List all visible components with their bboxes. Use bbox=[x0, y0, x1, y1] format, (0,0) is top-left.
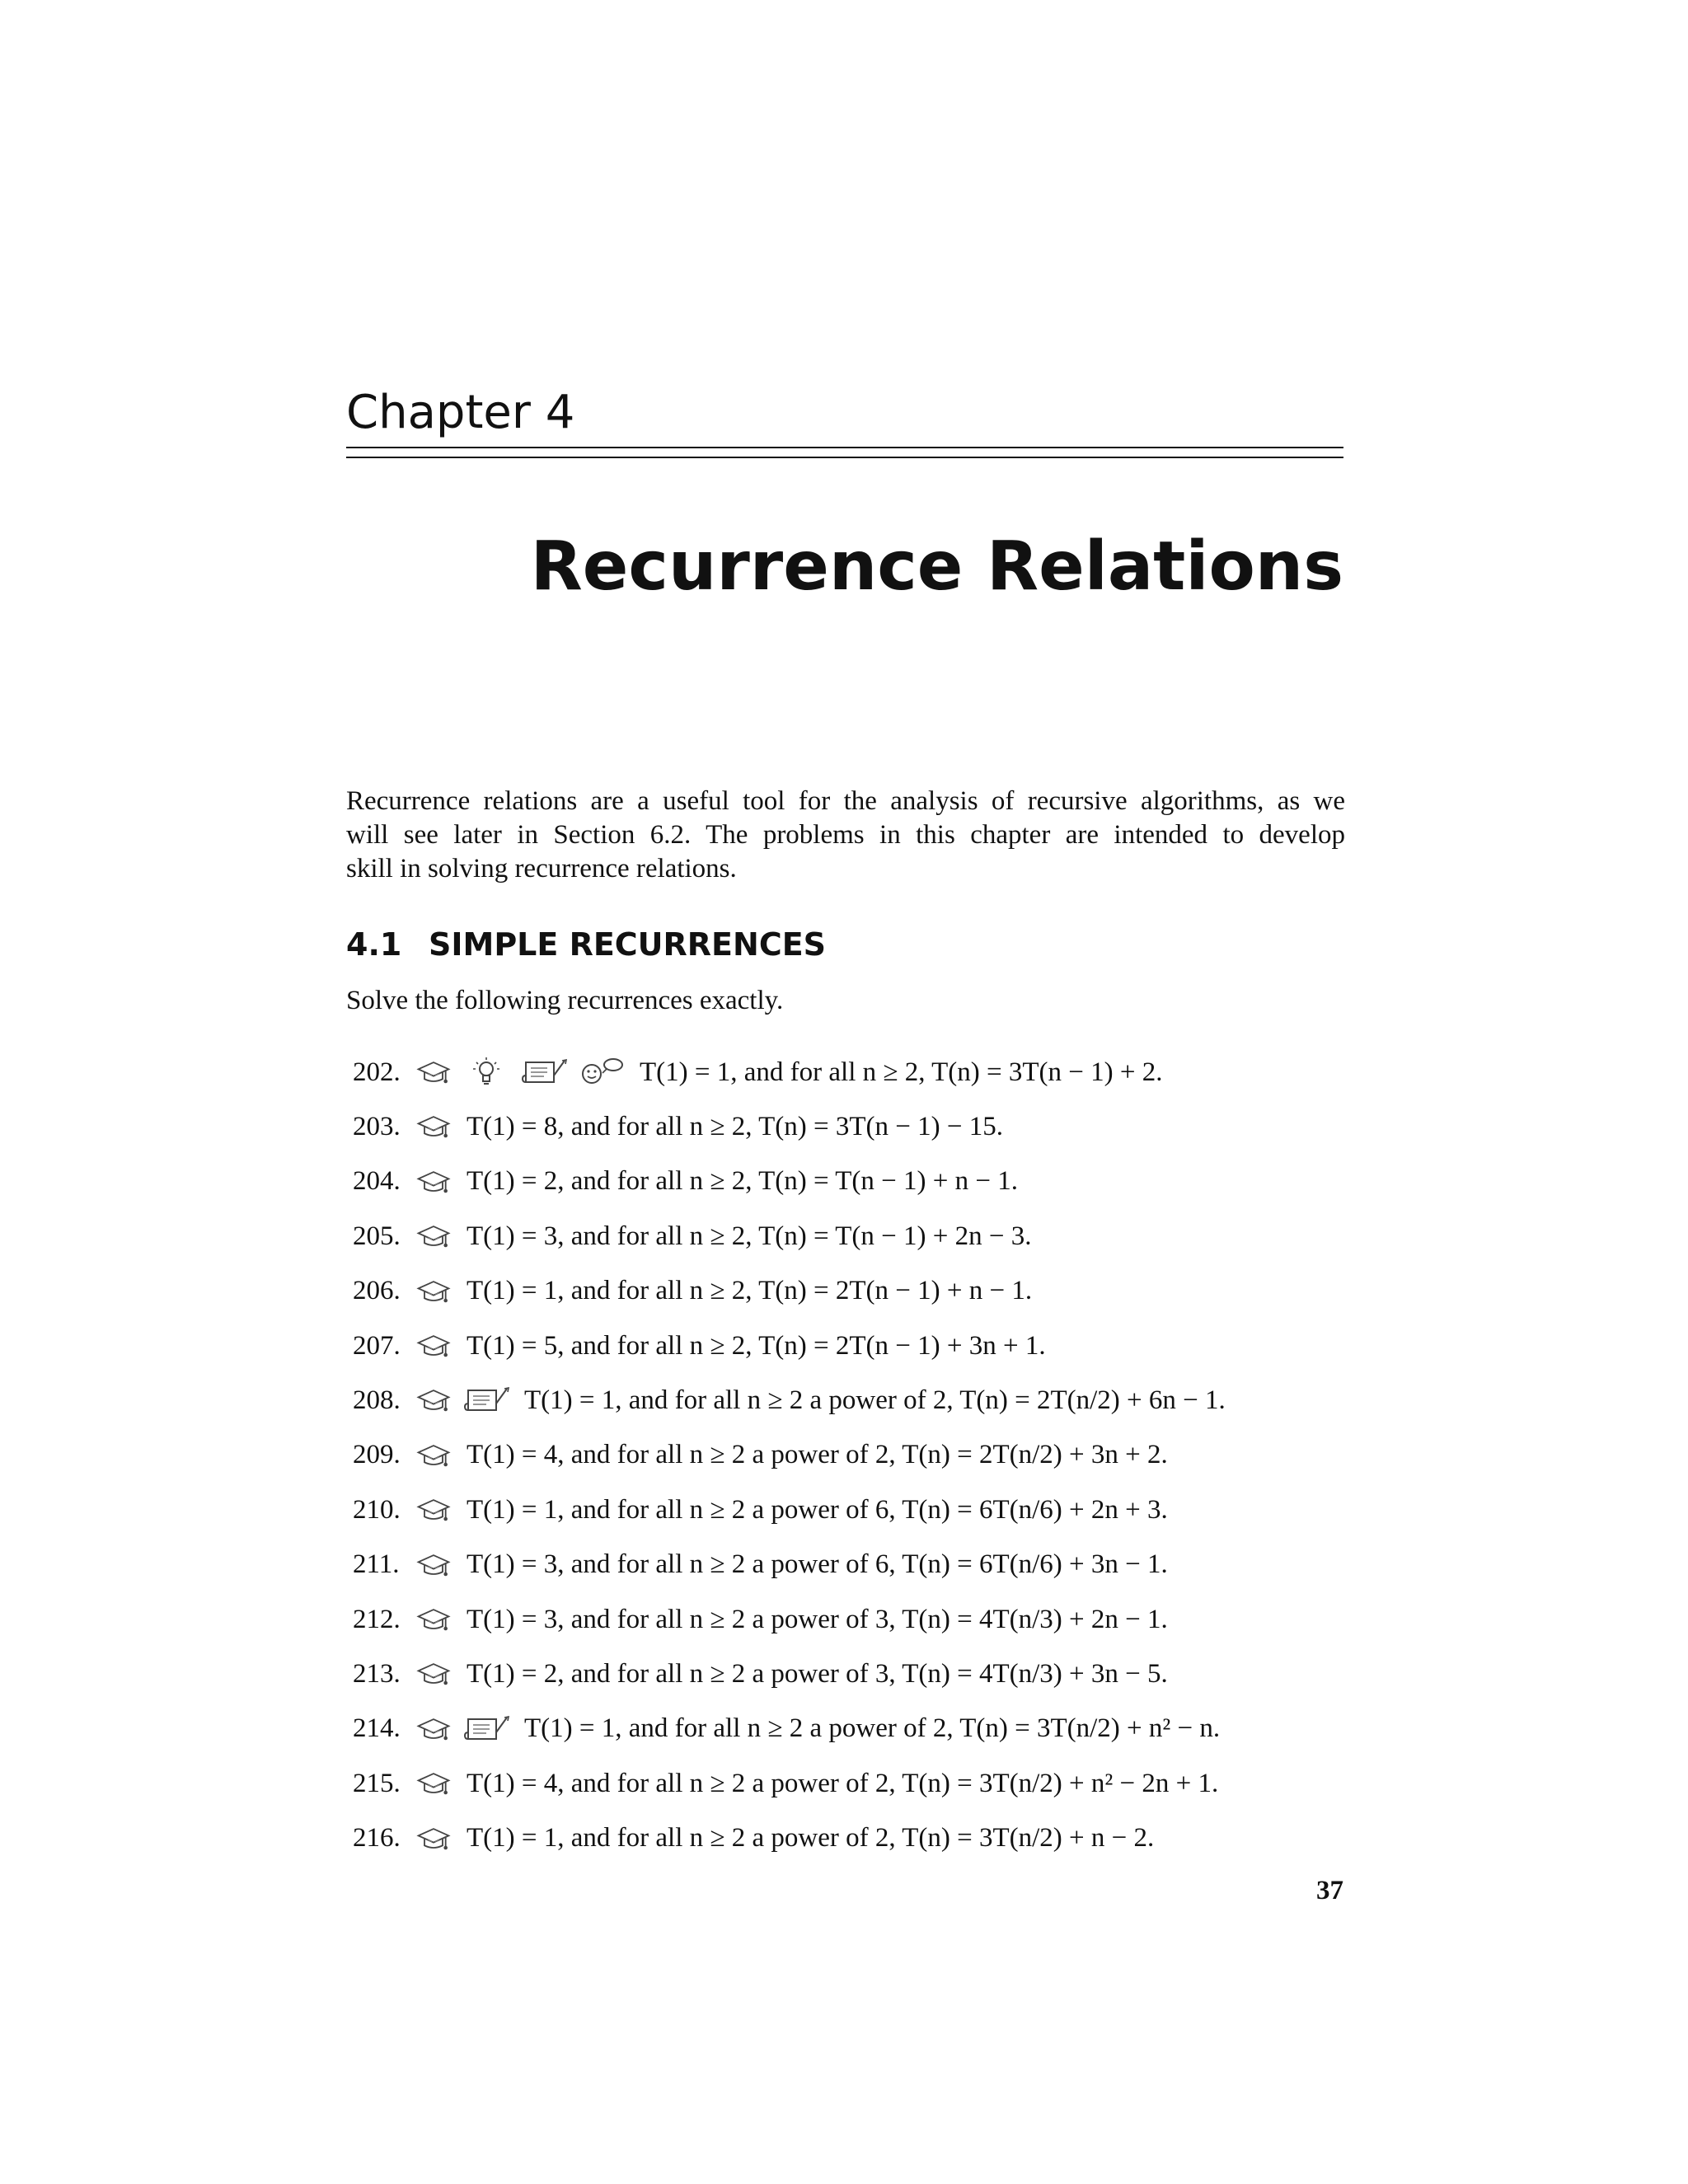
section-lead: Solve the following recurrences exactly. bbox=[346, 986, 784, 1015]
mortarboard-icon bbox=[415, 1275, 452, 1308]
problem-item bbox=[353, 1380, 1226, 1421]
problem-number: 213. bbox=[353, 1658, 401, 1689]
problem-statement: T(1) = 2, and for all n ≥ 2, T(n) = T(n − 1) + n − 1. bbox=[467, 1166, 1018, 1197]
problem-number: 202. bbox=[353, 1057, 401, 1087]
problem-statement: T(1) = 2, and for all n ≥ 2 a power of 3, T(n) = 4T(n/3) + 3n − 5. bbox=[467, 1658, 1168, 1689]
section-number: 4.1 bbox=[346, 926, 402, 963]
difficulty-icons bbox=[415, 1220, 452, 1253]
problem-item bbox=[353, 1653, 1168, 1694]
page-number: 37 bbox=[1316, 1876, 1343, 1905]
difficulty-icons bbox=[415, 1713, 509, 1746]
difficulty-icons bbox=[415, 1329, 452, 1362]
mortarboard-icon bbox=[415, 1493, 452, 1526]
scroll-icon bbox=[463, 1384, 509, 1417]
problem-statement: T(1) = 1, and for all n ≥ 2, T(n) = 2T(n − 1) + n − 1. bbox=[467, 1276, 1033, 1306]
problem-number: 215. bbox=[353, 1768, 401, 1798]
problem-number: 207. bbox=[353, 1330, 401, 1361]
problem-statement: T(1) = 5, and for all n ≥ 2, T(n) = 2T(n − 1) + 3n + 1. bbox=[467, 1330, 1046, 1361]
problem-number: 208. bbox=[353, 1385, 401, 1415]
problem-number: 203. bbox=[353, 1111, 401, 1141]
mortarboard-icon bbox=[415, 1110, 452, 1143]
scroll-icon bbox=[463, 1713, 509, 1746]
problem-item bbox=[353, 1161, 1018, 1202]
mortarboard-icon bbox=[415, 1056, 452, 1089]
section-title: SIMPLE RECURRENCES bbox=[429, 926, 827, 963]
chapter-rule-bottom bbox=[346, 457, 1343, 458]
chapter-label: Chapter 4 bbox=[346, 386, 575, 439]
intro-line: skill in solving recurrence relations. bbox=[346, 854, 737, 883]
problem-number: 216. bbox=[353, 1823, 401, 1854]
chapter-title: Recurrence Relations bbox=[530, 527, 1343, 606]
problem-number: 204. bbox=[353, 1166, 401, 1197]
problem-item bbox=[353, 1544, 1168, 1586]
mortarboard-icon bbox=[415, 1165, 452, 1198]
difficulty-icons bbox=[415, 1110, 452, 1143]
problem-statement: T(1) = 3, and for all n ≥ 2 a power of 6, T(n) = 6T(n/6) + 3n − 1. bbox=[467, 1549, 1168, 1580]
problem-number: 206. bbox=[353, 1276, 401, 1306]
problem-number: 209. bbox=[353, 1440, 401, 1470]
problem-statement: T(1) = 1, and for all n ≥ 2, T(n) = 3T(n − 1) + 2. bbox=[640, 1057, 1163, 1087]
mortarboard-icon bbox=[415, 1439, 452, 1472]
difficulty-icons bbox=[415, 1165, 452, 1198]
problem-item bbox=[353, 1052, 1162, 1093]
problem-item bbox=[353, 1489, 1168, 1530]
problem-item bbox=[353, 1435, 1168, 1476]
problem-number: 214. bbox=[353, 1713, 401, 1744]
problem-item bbox=[353, 1216, 1032, 1257]
mortarboard-icon bbox=[415, 1549, 452, 1582]
problem-item bbox=[353, 1599, 1168, 1640]
mortarboard-icon bbox=[415, 1657, 452, 1690]
scroll-icon bbox=[521, 1056, 567, 1089]
difficulty-icons bbox=[415, 1767, 452, 1800]
difficulty-icons bbox=[415, 1384, 509, 1417]
mortarboard-icon bbox=[415, 1329, 452, 1362]
difficulty-icons bbox=[415, 1439, 452, 1472]
mortarboard-icon bbox=[415, 1767, 452, 1800]
difficulty-icons bbox=[415, 1275, 452, 1308]
chapter-rule-top bbox=[346, 447, 1343, 448]
problem-statement: T(1) = 1, and for all n ≥ 2 a power of 2, T(n) = 3T(n/2) + n² − n. bbox=[524, 1713, 1221, 1744]
mortarboard-icon bbox=[415, 1822, 452, 1855]
difficulty-icons bbox=[415, 1822, 452, 1855]
section-heading bbox=[346, 926, 826, 963]
problem-item bbox=[353, 1708, 1220, 1750]
problem-statement: T(1) = 3, and for all n ≥ 2, T(n) = T(n − 1) + 2n − 3. bbox=[467, 1221, 1032, 1251]
intro-paragraph bbox=[346, 785, 1345, 886]
problem-item bbox=[353, 1818, 1154, 1859]
difficulty-icons bbox=[415, 1549, 452, 1582]
mortarboard-icon bbox=[415, 1713, 452, 1746]
lightbulb-icon bbox=[463, 1056, 509, 1089]
problem-statement: T(1) = 8, and for all n ≥ 2, T(n) = 3T(n − 1) − 15. bbox=[467, 1111, 1003, 1141]
mortarboard-icon bbox=[415, 1384, 452, 1417]
problem-item bbox=[353, 1325, 1046, 1366]
problem-item bbox=[353, 1763, 1218, 1804]
difficulty-icons bbox=[415, 1493, 452, 1526]
problem-item bbox=[353, 1271, 1032, 1312]
problem-number: 205. bbox=[353, 1221, 401, 1251]
problem-statement: T(1) = 3, and for all n ≥ 2 a power of 3, T(n) = 4T(n/3) + 2n − 1. bbox=[467, 1604, 1168, 1634]
difficulty-icons bbox=[415, 1657, 452, 1690]
problem-statement: T(1) = 1, and for all n ≥ 2 a power of 2, T(n) = 2T(n/2) + 6n − 1. bbox=[524, 1385, 1226, 1415]
intro-line: will see later in Section 6.2. The problems in this chapter are intended to develop bbox=[346, 820, 1345, 850]
mortarboard-icon bbox=[415, 1220, 452, 1253]
problem-statement: T(1) = 4, and for all n ≥ 2 a power of 2, T(n) = 2T(n/2) + 3n + 2. bbox=[467, 1440, 1168, 1470]
problem-item bbox=[353, 1106, 1003, 1147]
problem-number: 210. bbox=[353, 1494, 401, 1525]
difficulty-icons bbox=[415, 1056, 625, 1089]
intro-line: Recurrence relations are a useful tool for the analysis of recursive algorithms, as we bbox=[346, 786, 1345, 816]
problem-statement: T(1) = 4, and for all n ≥ 2 a power of 2, T(n) = 3T(n/2) + n² − 2n + 1. bbox=[467, 1768, 1219, 1798]
mortarboard-icon bbox=[415, 1603, 452, 1636]
problem-statement: T(1) = 1, and for all n ≥ 2 a power of 6, T(n) = 6T(n/6) + 2n + 3. bbox=[467, 1494, 1168, 1525]
thought-bubble-icon bbox=[579, 1056, 625, 1089]
problem-number: 211. bbox=[353, 1549, 400, 1580]
problem-statement: T(1) = 1, and for all n ≥ 2 a power of 2, T(n) = 3T(n/2) + n − 2. bbox=[467, 1823, 1155, 1854]
problem-number: 212. bbox=[353, 1604, 401, 1634]
difficulty-icons bbox=[415, 1603, 452, 1636]
